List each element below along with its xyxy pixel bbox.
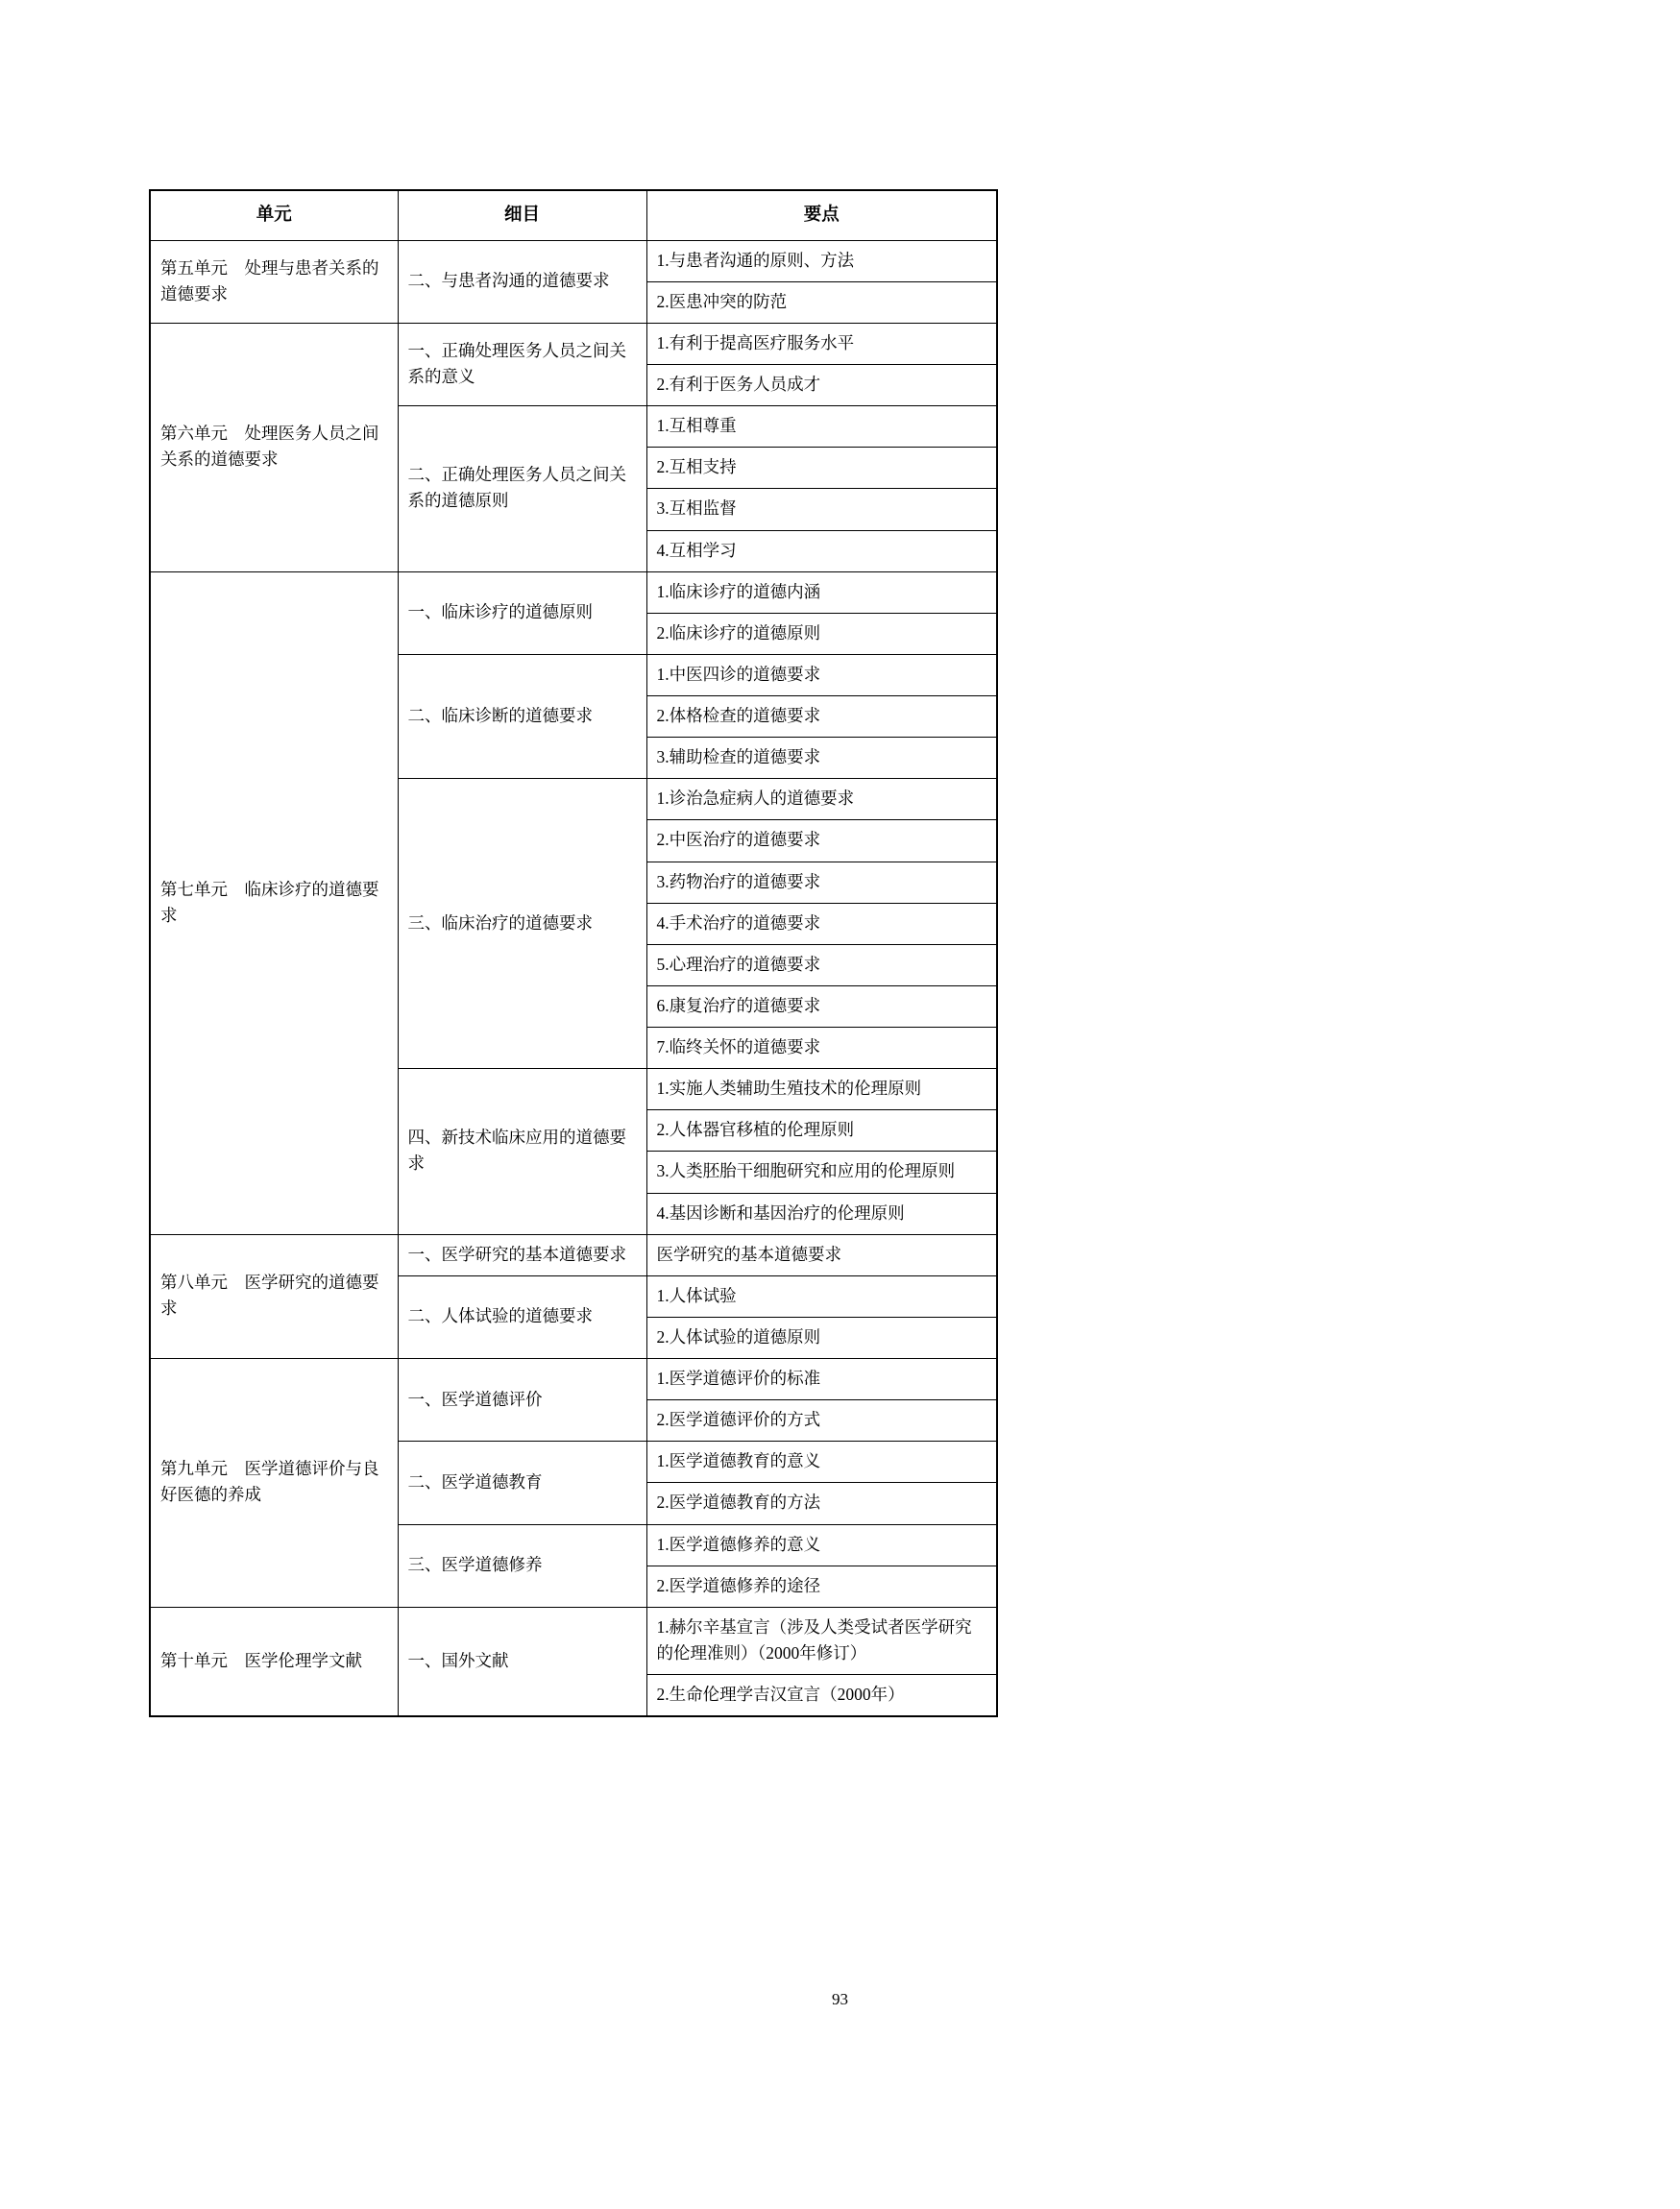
- point-cell: 3.互相监督: [646, 489, 997, 530]
- column-header-point: 要点: [646, 190, 997, 240]
- point-cell: 1.互相尊重: [646, 406, 997, 448]
- point-cell: 1.临床诊疗的道德内涵: [646, 571, 997, 613]
- point-cell: 2.有利于医务人员成才: [646, 365, 997, 406]
- table-header: [150, 190, 997, 240]
- unit-cell: 第十单元 医学伦理学文献: [150, 1607, 398, 1716]
- unit-cell: 第八单元 医学研究的道德要求: [150, 1234, 398, 1358]
- point-cell: 1.人体试验: [646, 1275, 997, 1317]
- detail-cell: 三、医学道德修养: [398, 1524, 646, 1607]
- column-header-detail: 细目: [398, 190, 646, 240]
- point-cell: 3.辅助检查的道德要求: [646, 738, 997, 779]
- detail-cell: 二、医学道德教育: [398, 1442, 646, 1524]
- point-cell: 1.医学道德教育的意义: [646, 1442, 997, 1483]
- detail-cell: 二、人体试验的道德要求: [398, 1275, 646, 1358]
- point-cell: 2.医学道德评价的方式: [646, 1400, 997, 1442]
- point-cell: 1.赫尔辛基宣言（涉及人类受试者医学研究的伦理准则）（2000年修订）: [646, 1607, 997, 1674]
- point-cell: 1.有利于提高医疗服务水平: [646, 323, 997, 364]
- syllabus-table: [149, 189, 998, 1717]
- table-row: [150, 323, 997, 364]
- point-cell: 1.中医四诊的道德要求: [646, 654, 997, 695]
- point-cell: 2.医学道德教育的方法: [646, 1483, 997, 1524]
- point-cell: 4.互相学习: [646, 530, 997, 571]
- table-row: [150, 1607, 997, 1674]
- point-cell: 2.中医治疗的道德要求: [646, 820, 997, 862]
- table-row: [150, 1359, 997, 1400]
- point-cell: 2.人体器官移植的伦理原则: [646, 1110, 997, 1152]
- point-cell: 1.诊治急症病人的道德要求: [646, 779, 997, 820]
- unit-cell: 第六单元 处理医务人员之间关系的道德要求: [150, 323, 398, 571]
- unit-cell: 第五单元 处理与患者关系的道德要求: [150, 240, 398, 323]
- detail-cell: 二、临床诊断的道德要求: [398, 654, 646, 778]
- point-cell: 1.医学道德修养的意义: [646, 1524, 997, 1566]
- column-header-unit: 单元: [150, 190, 398, 240]
- point-cell: 2.人体试验的道德原则: [646, 1317, 997, 1358]
- point-cell: 6.康复治疗的道德要求: [646, 985, 997, 1027]
- table-row: [150, 571, 997, 613]
- detail-cell: 三、临床治疗的道德要求: [398, 779, 646, 1069]
- point-cell: 2.医患冲突的防范: [646, 281, 997, 323]
- point-cell: 2.临床诊疗的道德原则: [646, 613, 997, 654]
- detail-cell: 四、新技术临床应用的道德要求: [398, 1069, 646, 1235]
- table-header-row: [150, 190, 997, 240]
- point-cell: 医学研究的基本道德要求: [646, 1234, 997, 1275]
- table-row: [150, 240, 997, 281]
- point-cell: 3.人类胚胎干细胞研究和应用的伦理原则: [646, 1152, 997, 1193]
- detail-cell: 一、医学道德评价: [398, 1359, 646, 1442]
- table-body: [150, 240, 997, 1716]
- detail-cell: 一、临床诊疗的道德原则: [398, 571, 646, 654]
- detail-cell: 一、正确处理医务人员之间关系的意义: [398, 323, 646, 405]
- detail-cell: 二、正确处理医务人员之间关系的道德原则: [398, 406, 646, 572]
- point-cell: 2.医学道德修养的途径: [646, 1566, 997, 1607]
- point-cell: 2.互相支持: [646, 448, 997, 489]
- detail-cell: 一、国外文献: [398, 1607, 646, 1716]
- point-cell: 4.手术治疗的道德要求: [646, 903, 997, 944]
- syllabus-table-container: [149, 189, 996, 1717]
- point-cell: 5.心理治疗的道德要求: [646, 944, 997, 985]
- point-cell: 1.实施人类辅助生殖技术的伦理原则: [646, 1069, 997, 1110]
- point-cell: 4.基因诊断和基因治疗的伦理原则: [646, 1193, 997, 1234]
- point-cell: 3.药物治疗的道德要求: [646, 862, 997, 903]
- detail-cell: 二、与患者沟通的道德要求: [398, 240, 646, 323]
- point-cell: 2.生命伦理学吉汉宣言（2000年）: [646, 1675, 997, 1717]
- page-number: 93: [832, 1990, 848, 2008]
- point-cell: 1.医学道德评价的标准: [646, 1359, 997, 1400]
- point-cell: 7.临终关怀的道德要求: [646, 1028, 997, 1069]
- detail-cell: 一、医学研究的基本道德要求: [398, 1234, 646, 1275]
- point-cell: 2.体格检查的道德要求: [646, 696, 997, 738]
- table-row: [150, 1234, 997, 1275]
- unit-cell: 第七单元 临床诊疗的道德要求: [150, 571, 398, 1234]
- point-cell: 1.与患者沟通的原则、方法: [646, 240, 997, 281]
- unit-cell: 第九单元 医学道德评价与良好医德的养成: [150, 1359, 398, 1608]
